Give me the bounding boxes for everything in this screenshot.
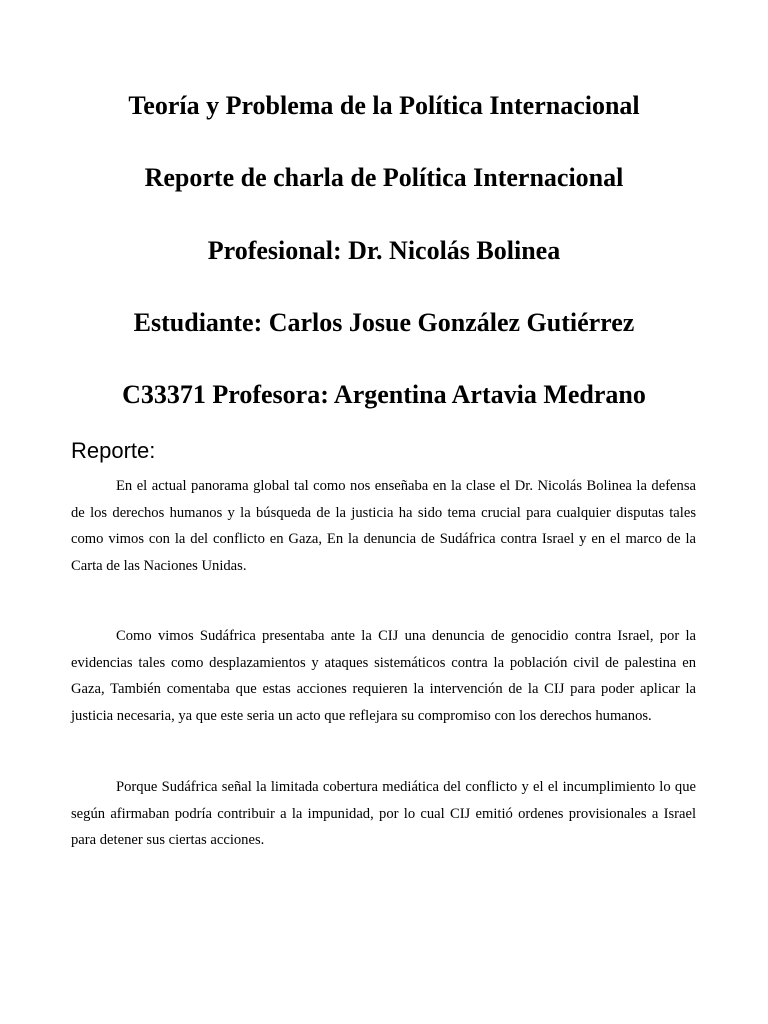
professor-line: C33371 Profesora: Argentina Artavia Medrano [122,380,646,409]
student-line: Estudiante: Carlos Josue González Gutiérrez [133,308,635,337]
paragraph-3: Porque Sudáfrica señal la limitada cobertura mediática del conflicto y el el incumplimiento lo que según afirmaban podría contribuir a la impunidad, por lo cual CIJ emitió ordenes provisionales a Israel para detener sus ciertas acciones. [71,779,696,849]
course-title: Teoría y Problema de la Política Internacional [128,91,640,120]
paragraph-1: En el actual panorama global tal como nos enseñaba en la clase el Dr. Nicolás Bolinea la defensa de los derechos humanos y la búsqueda de la justicia ha sido tema crucial para cualquier disputas tales como vimos con la del conflicto en Gaza, En la denuncia de Sudáfrica contra Israel y en el marco de la Carta de las Naciones Unidas. [71,478,696,574]
report-title: Reporte de charla de Política Internacional [144,163,624,192]
speaker-line: Profesional: Dr. Nicolás Bolinea [207,236,561,265]
section-title: Reporte: [71,438,156,463]
paragraph-2: Como vimos Sudáfrica presentaba ante la CIJ una denuncia de genocidio contra Israel, por la evidencias tales como desplazamientos y ataques sistemáticos contra la población civil de palestina en Gaza, También comentaba que estas acciones requieren la intervención de la CIJ para poder aplicar la justicia necesaria, ya que este seria un acto que reflejara su compromiso con los derechos humanos. [71,628,696,724]
